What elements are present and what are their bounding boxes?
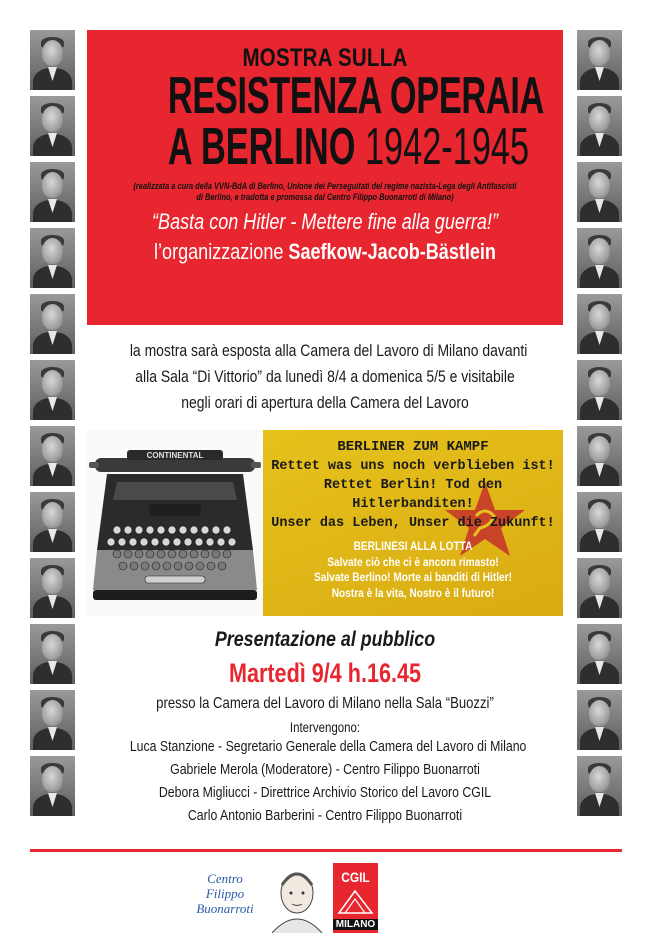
cgil-emblem-icon — [333, 887, 378, 917]
speaker-item: Gabriele Merola (Moderatore) - Centro Filippo Buonarroti — [170, 761, 480, 778]
portrait-photo — [577, 294, 622, 354]
portrait-column-left — [30, 30, 75, 822]
portrait-photo — [577, 96, 622, 156]
illustration-area — [87, 430, 563, 616]
buonarroti-portrait-icon — [262, 863, 332, 933]
speaker-item: Debora Migliucci - Direttrice Archivio Storico del Lavoro CGIL — [158, 784, 492, 801]
centro-filippo-buonarroti-logo — [190, 863, 340, 933]
portrait-photo — [30, 30, 75, 90]
credit-line: (realizzata a cura della VVN-BdA di Berlino, Unione dei Perseguitati del regime nazista-Lega degli Antifascisti — [133, 181, 517, 192]
cfb-logo-line: Centro — [207, 871, 243, 886]
leaflet-line: Rettet Berlin! Tod den Hitlerbanditen! — [323, 478, 503, 512]
leaflet-line: Unser das Leben, Unser die Zukunft! — [271, 516, 555, 531]
title-city: A BERLINO — [167, 118, 356, 176]
credit-note — [107, 181, 544, 203]
portrait-photo — [577, 228, 622, 288]
translation-heading: BERLINESI ALLA LOTTA — [353, 541, 473, 553]
cgil-city: MILANO — [333, 919, 378, 930]
translation-line: Nostra è la vita, Nostro è il futuro! — [331, 587, 495, 600]
organization-prefix: l’organizzazione — [154, 239, 284, 264]
speaker-item: Luca Stanzione - Segretario Generale della Camera del Lavoro di Milano — [129, 738, 527, 755]
organization-name: Saefkow-Jacob-Bästlein — [288, 239, 496, 264]
presentation-title: Presentazione al pubblico — [214, 628, 436, 651]
portrait-column-right — [577, 30, 622, 822]
portrait-photo — [30, 360, 75, 420]
portrait-photo — [30, 624, 75, 684]
title-subline — [167, 118, 530, 176]
portrait-photo — [577, 30, 622, 90]
resistance-leaflet — [263, 430, 563, 616]
portrait-photo — [577, 690, 622, 750]
portrait-photo — [30, 690, 75, 750]
portrait-photo — [577, 756, 622, 816]
info-line: negli orari di apertura della Camera del Lavoro — [181, 393, 469, 412]
portrait-photo — [30, 756, 75, 816]
title-banner — [87, 30, 563, 325]
leaflet-heading: BERLINER ZUM KAMPF — [337, 439, 489, 455]
leaflet-german-text — [263, 438, 563, 533]
title-years: 1942-1945 — [364, 118, 530, 176]
credit-line: di Berlino, e tradotta e promossa dal Centro Filippo Buonarroti di Milano) — [196, 192, 454, 203]
cgil-logo — [333, 863, 378, 933]
portrait-photo — [577, 360, 622, 420]
cfb-logo-line: Filippo — [205, 886, 245, 901]
translation-line: Salvate Berlino! Morte ai banditi di Hitler! — [314, 572, 512, 584]
presentation-section — [87, 628, 563, 827]
typewriter-image — [87, 430, 263, 616]
portrait-photo — [30, 228, 75, 288]
exhibition-info — [87, 338, 563, 416]
portrait-photo — [30, 162, 75, 222]
portrait-photo — [577, 492, 622, 552]
info-line: la mostra sarà esposta alla Camera del Lavoro di Milano davanti — [129, 341, 528, 360]
presentation-venue: presso la Camera del Lavoro di Milano nella Sala “Buozzi” — [156, 695, 494, 712]
title-prefix: MOSTRA SULLA — [242, 44, 408, 72]
leaflet-line: Rettet was uns noch verblieben ist! — [271, 459, 555, 474]
typewriter-illustration — [87, 430, 263, 616]
portrait-photo — [30, 294, 75, 354]
portrait-photo — [30, 96, 75, 156]
organization-line — [130, 239, 520, 265]
portrait-photo — [577, 624, 622, 684]
portrait-photo — [30, 426, 75, 486]
slogan-quote: “Basta con Hitler - Mettere fine alla guerra!” — [152, 209, 498, 234]
portrait-photo — [30, 492, 75, 552]
title-main: RESISTENZA OPERAIA — [167, 67, 544, 125]
info-line: alla Sala “Di Vittorio” da lunedì 8/4 a domenica 5/5 e visitabile — [135, 367, 515, 386]
portrait-photo — [577, 558, 622, 618]
divider — [30, 849, 622, 852]
cfb-logo-line: Buonarroti — [196, 901, 254, 916]
speakers-label: Intervengono: — [289, 719, 361, 735]
portrait-photo — [577, 426, 622, 486]
speaker-item: Carlo Antonio Barberini - Centro Filippo Buonarroti — [187, 807, 463, 824]
leaflet-italian-translation — [263, 540, 563, 602]
cfb-logo-text — [190, 871, 260, 916]
translation-line: Salvate ciò che ci è ancora rimasto! — [327, 556, 499, 569]
portrait-photo — [30, 558, 75, 618]
portrait-photo — [577, 162, 622, 222]
cgil-name: CGIL — [341, 869, 370, 885]
typewriter-brand: CONTINENTAL — [146, 451, 204, 460]
presentation-date: Martedì 9/4 h.16.45 — [228, 658, 422, 688]
